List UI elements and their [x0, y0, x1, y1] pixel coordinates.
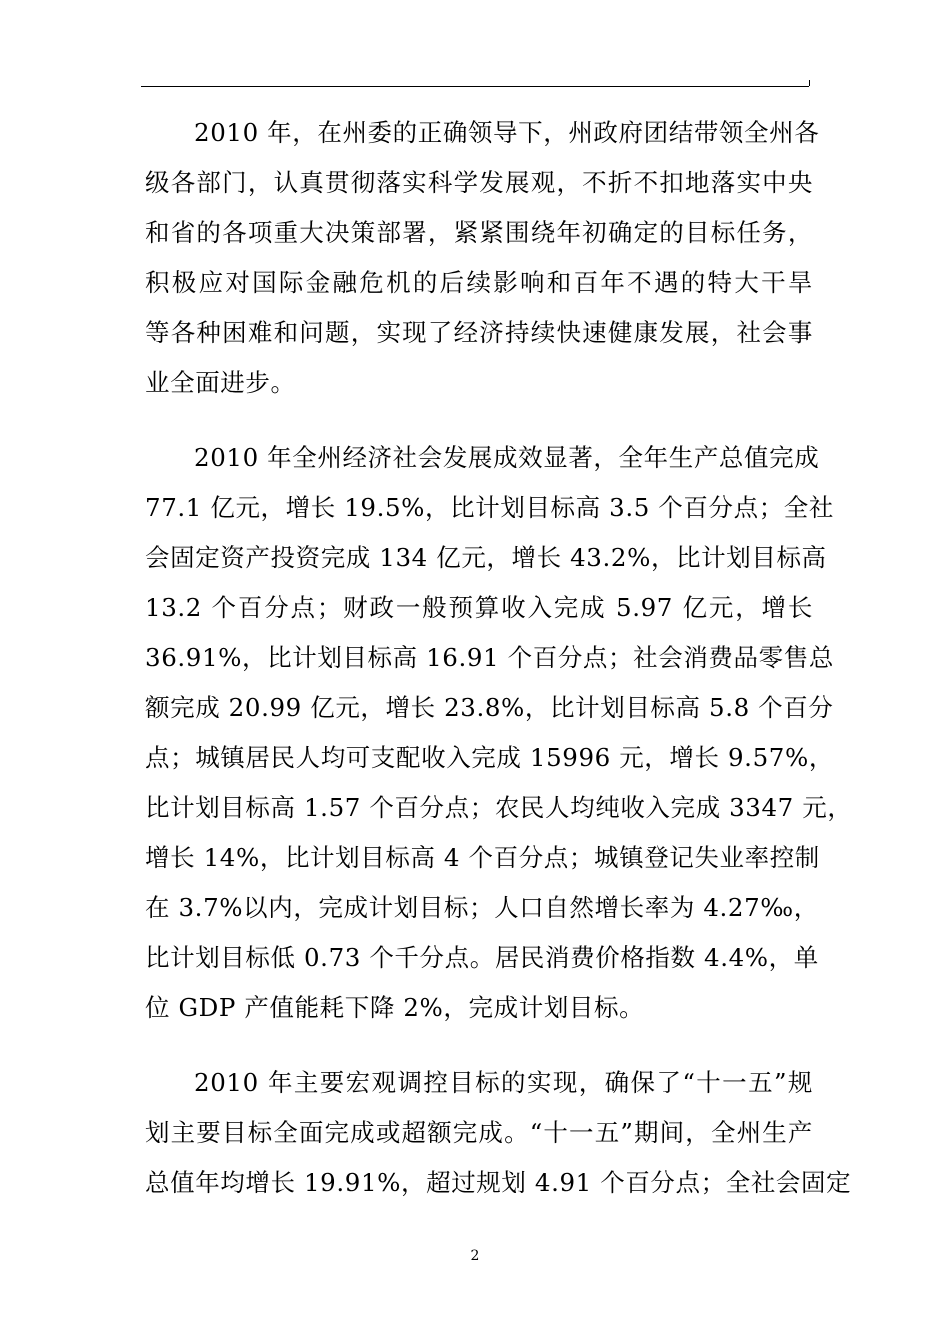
paragraph-3 — [145, 1058, 852, 1208]
text-line: 增长 14%，比计划目标高 4 个百分点；城镇登记失业率控制 — [145, 843, 820, 872]
text-line: 和省的各项重大决策部署，紧紧围绕年初确定的目标任务， — [145, 218, 813, 247]
text-line: 位 GDP 产值能耗下降 2%，完成计划目标。 — [145, 993, 645, 1022]
text-line: 比计划目标高 1.57 个百分点；农民人均纯收入完成 3347 元， — [145, 793, 853, 822]
text-line: 13.2 个百分点；财政一般预算收入完成 5.97 亿元，增长 — [145, 593, 813, 622]
header-corner-mark — [806, 80, 810, 86]
text-line: 36.91%，比计划目标高 16.91 个百分点；社会消费品零售总 — [145, 643, 834, 672]
text-line: 点；城镇居民人均可支配收入完成 15996 元，增长 9.57%， — [145, 743, 834, 772]
paragraph-2 — [145, 433, 853, 1033]
paragraph-1 — [145, 108, 820, 408]
text-line: 等各种困难和问题，实现了经济持续快速健康发展，社会事 — [145, 318, 813, 347]
text-line: 额完成 20.99 亿元，增长 23.8%，比计划目标高 5.8 个百分 — [145, 693, 834, 722]
text-line: 积极应对国际金融危机的后续影响和百年不遇的特大干旱 — [145, 268, 813, 297]
text-line: 2010 年全州经济社会发展成效显著，全年生产总值完成 — [194, 443, 820, 472]
text-line: 2010 年主要宏观调控目标的实现，确保了“十一五”规 — [194, 1068, 813, 1097]
page-number: 2 — [470, 1248, 480, 1264]
header-rule — [141, 86, 809, 87]
text-line: 77.1 亿元，增长 19.5%，比计划目标高 3.5 个百分点；全社 — [145, 493, 834, 522]
text-line: 划主要目标全面完成或超额完成。“十一五”期间，全州生产 — [145, 1118, 813, 1147]
text-line: 总值年均增长 19.91%，超过规划 4.91 个百分点；全社会固定 — [145, 1168, 852, 1197]
text-line: 比计划目标低 0.73 个千分点。居民消费价格指数 4.4%，单 — [145, 943, 819, 972]
document-body — [145, 108, 853, 1233]
text-line: 业全面进步。 — [145, 368, 296, 397]
text-line: 在 3.7%以内，完成计划目标；人口自然增长率为 4.27‰， — [145, 893, 819, 922]
text-line: 2010 年，在州委的正确领导下，州政府团结带领全州各 — [194, 118, 820, 147]
text-line: 级各部门，认真贯彻落实科学发展观，不折不扣地落实中央 — [145, 168, 813, 197]
text-line: 会固定资产投资完成 134 亿元，增长 43.2%，比计划目标高 — [145, 543, 827, 572]
